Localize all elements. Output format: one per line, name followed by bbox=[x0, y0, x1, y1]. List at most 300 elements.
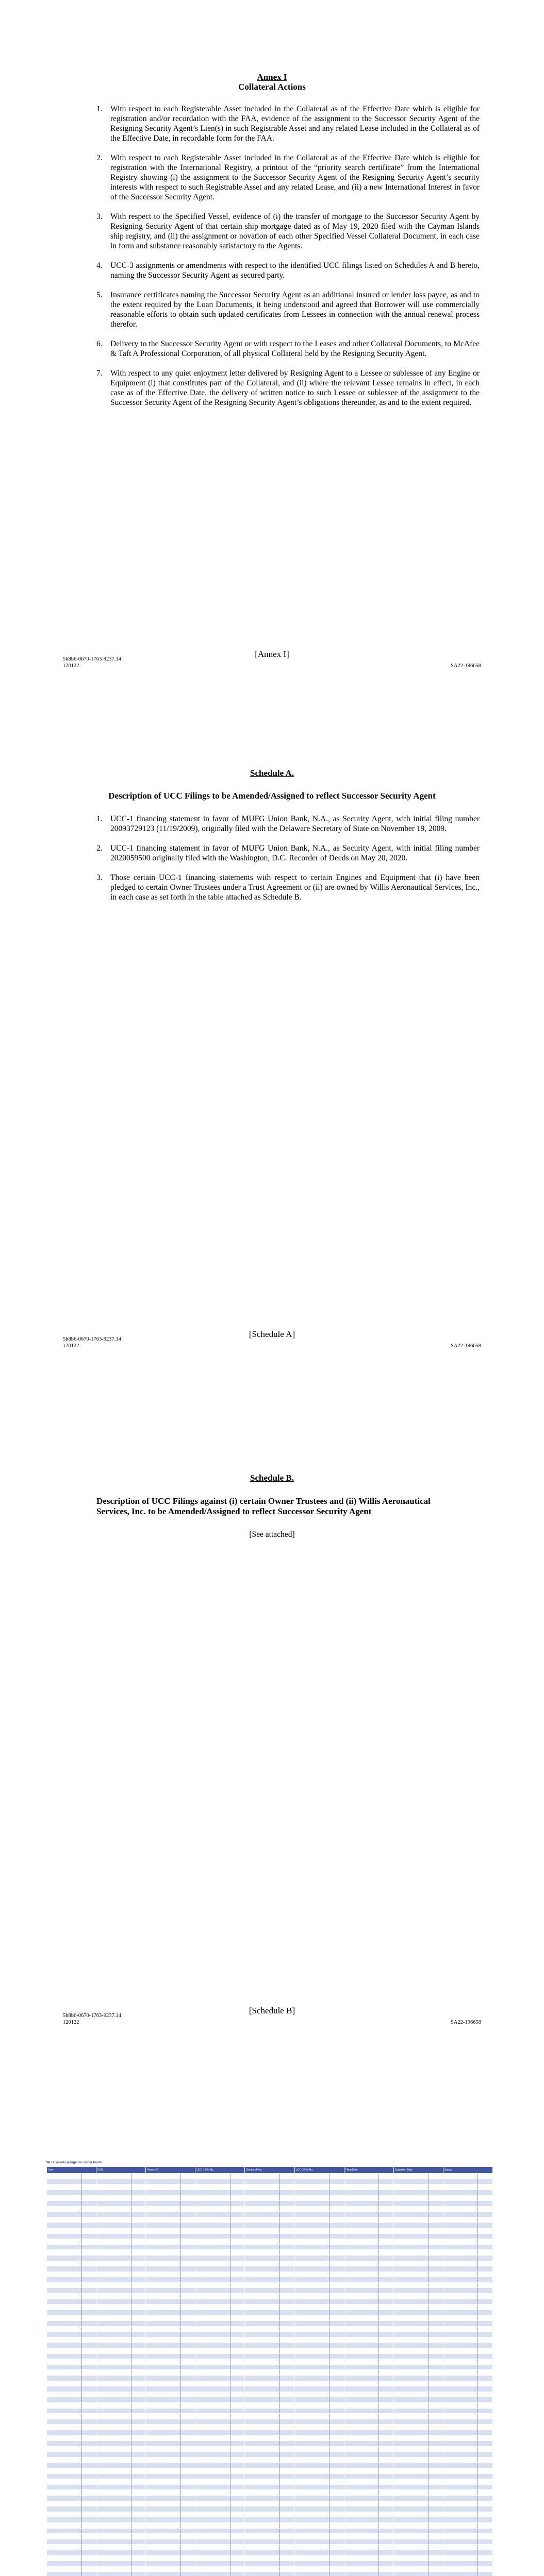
cell-content bbox=[146, 2403, 181, 2408]
cell-content bbox=[443, 2419, 479, 2425]
cell-content bbox=[344, 2354, 380, 2359]
table-cell bbox=[393, 2179, 443, 2184]
cell-content bbox=[443, 2490, 479, 2495]
cell-content bbox=[96, 2392, 131, 2397]
cell-content bbox=[47, 2239, 82, 2244]
cell-content bbox=[344, 2223, 380, 2228]
table-cell bbox=[47, 2299, 96, 2304]
cell-content bbox=[195, 2250, 230, 2255]
table-cell bbox=[344, 2528, 393, 2534]
cell-content bbox=[245, 2370, 280, 2375]
table-cell bbox=[344, 2375, 393, 2381]
table-cell bbox=[294, 2184, 344, 2190]
table-cell bbox=[294, 2528, 344, 2534]
table-cell bbox=[245, 2397, 294, 2403]
table-cell bbox=[294, 2239, 344, 2245]
table-cell bbox=[294, 2506, 344, 2512]
table-cell bbox=[47, 2223, 96, 2228]
table-cell bbox=[443, 2484, 492, 2490]
cell-content bbox=[245, 2463, 280, 2468]
list-item bbox=[96, 368, 480, 408]
cell-content bbox=[195, 2556, 230, 2561]
table-cell bbox=[393, 2282, 443, 2288]
cell-content bbox=[443, 2327, 479, 2332]
table-cell bbox=[146, 2277, 195, 2283]
table-cell bbox=[96, 2353, 146, 2359]
cell-content bbox=[344, 2217, 380, 2223]
table-cell bbox=[47, 2463, 96, 2468]
cell-content bbox=[394, 2458, 429, 2463]
cell-content bbox=[96, 2207, 131, 2212]
cell-content bbox=[96, 2545, 131, 2550]
cell-content bbox=[394, 2419, 429, 2425]
cell-content bbox=[245, 2567, 280, 2572]
cell-content bbox=[394, 2452, 429, 2457]
column-header: UCC-3 File No. bbox=[294, 2167, 344, 2174]
cell-content bbox=[146, 2572, 181, 2576]
cell-content bbox=[245, 2228, 280, 2233]
table-cell bbox=[393, 2294, 443, 2299]
cell-content bbox=[96, 2327, 131, 2332]
table-cell bbox=[195, 2534, 245, 2539]
table-cell bbox=[146, 2523, 195, 2529]
table-cell bbox=[146, 2250, 195, 2256]
table-cell bbox=[146, 2299, 195, 2304]
cell-content bbox=[195, 2332, 230, 2337]
cell-content bbox=[146, 2299, 181, 2304]
table-cell bbox=[344, 2304, 393, 2310]
table-cell bbox=[294, 2299, 344, 2304]
cell-content bbox=[195, 2539, 230, 2545]
cell-content bbox=[394, 2228, 429, 2233]
cell-content bbox=[146, 2223, 181, 2228]
table-cell bbox=[96, 2392, 146, 2397]
cell-content bbox=[96, 2490, 131, 2495]
table-cell bbox=[245, 2190, 294, 2195]
cell-content bbox=[96, 2321, 131, 2326]
cell-content bbox=[245, 2277, 280, 2282]
table-cell bbox=[344, 2484, 393, 2490]
cell-content bbox=[344, 2294, 380, 2299]
table-cell bbox=[344, 2315, 393, 2321]
cell-content bbox=[47, 2545, 82, 2550]
cell-content bbox=[47, 2468, 82, 2473]
table-cell bbox=[443, 2228, 492, 2233]
table-cell bbox=[245, 2174, 294, 2179]
table-cell bbox=[245, 2353, 294, 2359]
cell-content bbox=[344, 2201, 380, 2206]
table-cell bbox=[96, 2479, 146, 2485]
list-item-number: 2. bbox=[96, 154, 103, 162]
table-cell bbox=[294, 2174, 344, 2179]
table-cell bbox=[245, 2523, 294, 2529]
table-cell bbox=[146, 2550, 195, 2555]
cell-content bbox=[195, 2545, 230, 2550]
table-cell bbox=[47, 2337, 96, 2343]
table-cell bbox=[47, 2321, 96, 2327]
table-cell bbox=[344, 2539, 393, 2545]
cell-content bbox=[96, 2376, 131, 2381]
table-cell bbox=[393, 2517, 443, 2523]
table-cell bbox=[146, 2375, 195, 2381]
cell-content bbox=[394, 2572, 429, 2576]
table-cell bbox=[393, 2326, 443, 2332]
cell-content bbox=[394, 2468, 429, 2473]
table-cell bbox=[245, 2212, 294, 2217]
cell-content bbox=[443, 2184, 479, 2190]
cell-content bbox=[96, 2315, 131, 2320]
footer-doc-id: 5b8b6-0670-1763-9237.14 bbox=[63, 2013, 121, 2019]
cell-content bbox=[96, 2430, 131, 2435]
cell-content bbox=[195, 2523, 230, 2528]
table-cell bbox=[443, 2206, 492, 2212]
cell-content bbox=[295, 2523, 330, 2528]
cell-content bbox=[146, 2195, 181, 2200]
cell-content bbox=[443, 2468, 479, 2473]
table-cell bbox=[245, 2179, 294, 2184]
table-cell bbox=[47, 2435, 96, 2441]
cell-content bbox=[344, 2288, 380, 2293]
table-cell bbox=[443, 2184, 492, 2190]
table-cell bbox=[294, 2496, 344, 2501]
table-cell bbox=[146, 2195, 195, 2201]
cell-content bbox=[195, 2381, 230, 2386]
table-cell bbox=[195, 2174, 245, 2179]
table-cell bbox=[294, 2277, 344, 2283]
table-cell bbox=[393, 2190, 443, 2195]
cell-content bbox=[245, 2359, 280, 2364]
table-cell bbox=[344, 2419, 393, 2425]
cell-content bbox=[443, 2512, 479, 2517]
table-cell bbox=[245, 2370, 294, 2376]
table-cell bbox=[344, 2512, 393, 2517]
table-cell bbox=[443, 2364, 492, 2370]
table-cell bbox=[294, 2255, 344, 2261]
cell-content bbox=[47, 2501, 82, 2506]
list-item bbox=[96, 814, 480, 834]
table-cell bbox=[344, 2381, 393, 2386]
table-cell bbox=[443, 2435, 492, 2441]
cell-content bbox=[443, 2207, 479, 2212]
cell-content bbox=[195, 2359, 230, 2364]
cell-content bbox=[443, 2403, 479, 2408]
table-cell bbox=[146, 2545, 195, 2550]
cell-content bbox=[344, 2441, 380, 2446]
cell-content bbox=[295, 2266, 330, 2272]
cell-content bbox=[394, 2277, 429, 2282]
table-cell bbox=[443, 2174, 492, 2179]
cell-content bbox=[146, 2277, 181, 2282]
cell-content bbox=[394, 2217, 429, 2223]
table-cell bbox=[96, 2315, 146, 2321]
cell-content bbox=[443, 2261, 479, 2266]
cell-content bbox=[295, 2452, 330, 2457]
table-cell bbox=[245, 2534, 294, 2539]
cell-content bbox=[394, 2386, 429, 2392]
table-row bbox=[47, 2512, 493, 2517]
cell-content bbox=[195, 2343, 230, 2348]
table-cell bbox=[96, 2332, 146, 2337]
table-cell bbox=[96, 2337, 146, 2343]
cell-content bbox=[394, 2256, 429, 2261]
cell-content bbox=[47, 2310, 82, 2315]
cell-content bbox=[443, 2550, 479, 2555]
cell-content bbox=[344, 2190, 380, 2195]
table-cell bbox=[245, 2244, 294, 2250]
table-cell bbox=[195, 2337, 245, 2343]
cell-content bbox=[344, 2212, 380, 2217]
table-row bbox=[47, 2212, 493, 2217]
table-cell bbox=[146, 2392, 195, 2397]
cell-content bbox=[394, 2310, 429, 2315]
table-cell bbox=[344, 2473, 393, 2479]
cell-content bbox=[195, 2256, 230, 2261]
table-cell bbox=[393, 2555, 443, 2561]
table-cell bbox=[47, 2190, 96, 2195]
cell-content bbox=[394, 2403, 429, 2408]
table-cell bbox=[393, 2348, 443, 2354]
table-cell bbox=[393, 2402, 443, 2408]
cell-content bbox=[195, 2529, 230, 2534]
table-cell bbox=[146, 2239, 195, 2245]
table-cell bbox=[294, 2381, 344, 2386]
cell-content bbox=[47, 2190, 82, 2195]
table-cell bbox=[47, 2370, 96, 2376]
table-cell bbox=[344, 2457, 393, 2463]
table-cell bbox=[47, 2353, 96, 2359]
cell-content bbox=[96, 2343, 131, 2348]
table-row bbox=[47, 2282, 493, 2288]
cell-content bbox=[295, 2392, 330, 2397]
table-cell bbox=[96, 2370, 146, 2376]
cell-content bbox=[443, 2479, 479, 2484]
cell-content bbox=[47, 2572, 82, 2576]
list-item-text: Delivery to the Successor Security Agent or with respect to the Leases and other Collateral Documents, to McAfee & Taft A Professional Corporation, of all physical Collateral held by the Resigning Security Agent. bbox=[110, 340, 480, 358]
cell-content bbox=[96, 2556, 131, 2561]
table-cell bbox=[146, 2353, 195, 2359]
cell-content bbox=[394, 2506, 429, 2512]
cell-content bbox=[443, 2458, 479, 2463]
cell-content bbox=[47, 2184, 82, 2190]
cell-content bbox=[195, 2266, 230, 2272]
table-cell bbox=[245, 2184, 294, 2190]
cell-content bbox=[146, 2212, 181, 2217]
table-cell bbox=[393, 2430, 443, 2435]
table-cell bbox=[47, 2272, 96, 2277]
cell-content bbox=[295, 2572, 330, 2576]
footer-page-label: [Annex I] bbox=[255, 649, 289, 659]
cell-content bbox=[47, 2217, 82, 2223]
cell-content bbox=[245, 2452, 280, 2457]
table-cell bbox=[245, 2435, 294, 2441]
table-cell bbox=[96, 2343, 146, 2348]
cell-content bbox=[295, 2534, 330, 2539]
table-cell bbox=[393, 2353, 443, 2359]
cell-content bbox=[245, 2496, 280, 2501]
table-cell bbox=[195, 2555, 245, 2561]
table-cell bbox=[443, 2386, 492, 2392]
cell-content bbox=[394, 2463, 429, 2468]
cell-content bbox=[344, 2327, 380, 2332]
cell-content bbox=[195, 2354, 230, 2359]
schedule-a-list bbox=[96, 814, 480, 912]
table-cell bbox=[146, 2501, 195, 2506]
cell-content bbox=[295, 2310, 330, 2315]
table-cell bbox=[47, 2359, 96, 2365]
table-cell bbox=[393, 2381, 443, 2386]
table-cell bbox=[47, 2282, 96, 2288]
cell-content bbox=[195, 2245, 230, 2250]
column-header: ESN bbox=[96, 2167, 146, 2174]
table-cell bbox=[393, 2534, 443, 2539]
table-cell bbox=[195, 2288, 245, 2294]
table-cell bbox=[96, 2468, 146, 2474]
cell-content bbox=[146, 2479, 181, 2484]
table-cell bbox=[344, 2200, 393, 2206]
cell-content bbox=[96, 2223, 131, 2228]
cell-content bbox=[245, 2261, 280, 2266]
cell-content bbox=[195, 2234, 230, 2239]
cell-content bbox=[195, 2195, 230, 2200]
table-cell bbox=[393, 2375, 443, 2381]
table-cell bbox=[443, 2441, 492, 2447]
table-cell bbox=[245, 2326, 294, 2332]
table-row bbox=[47, 2523, 493, 2529]
cell-content bbox=[245, 2365, 280, 2370]
cell-content bbox=[146, 2190, 181, 2195]
cell-content bbox=[96, 2266, 131, 2272]
table-cell bbox=[443, 2348, 492, 2354]
table-cell bbox=[146, 2484, 195, 2490]
cell-content bbox=[394, 2207, 429, 2212]
table-cell bbox=[393, 2550, 443, 2555]
table-cell bbox=[195, 2343, 245, 2348]
table-cell bbox=[195, 2479, 245, 2485]
cell-content bbox=[47, 2174, 82, 2179]
cell-content bbox=[245, 2332, 280, 2337]
table-cell bbox=[245, 2282, 294, 2288]
table-cell bbox=[47, 2250, 96, 2256]
table-cell bbox=[146, 2217, 195, 2223]
cell-content bbox=[245, 2386, 280, 2392]
cell-content bbox=[295, 2468, 330, 2473]
table-cell bbox=[96, 2250, 146, 2256]
cell-content bbox=[47, 2479, 82, 2484]
cell-content bbox=[394, 2567, 429, 2572]
table-cell bbox=[344, 2282, 393, 2288]
cell-content bbox=[47, 2550, 82, 2555]
footer-ref: SA22-196658 bbox=[451, 2020, 481, 2025]
cell-content bbox=[295, 2228, 330, 2233]
table-cell bbox=[96, 2463, 146, 2468]
table-cell bbox=[393, 2528, 443, 2534]
cell-content bbox=[245, 2310, 280, 2315]
table-cell bbox=[96, 2223, 146, 2228]
table-cell bbox=[146, 2370, 195, 2376]
cell-content bbox=[443, 2348, 479, 2353]
table-cell bbox=[344, 2501, 393, 2506]
cell-content bbox=[295, 2529, 330, 2534]
table-row bbox=[47, 2441, 493, 2447]
cell-content bbox=[47, 2414, 82, 2419]
cell-content bbox=[443, 2195, 479, 2200]
table-cell bbox=[96, 2545, 146, 2550]
table-cell bbox=[146, 2200, 195, 2206]
cell-content bbox=[146, 2517, 181, 2522]
table-cell bbox=[96, 2446, 146, 2452]
table-cell bbox=[47, 2402, 96, 2408]
cell-content bbox=[295, 2283, 330, 2288]
table-cell bbox=[443, 2555, 492, 2561]
cell-content bbox=[245, 2201, 280, 2206]
cell-content bbox=[47, 2348, 82, 2353]
cell-content bbox=[146, 2315, 181, 2320]
table-cell bbox=[96, 2239, 146, 2245]
table-cell bbox=[294, 2435, 344, 2441]
cell-content bbox=[344, 2174, 380, 2179]
table-cell bbox=[245, 2228, 294, 2233]
table-row bbox=[47, 2452, 493, 2458]
cell-content bbox=[394, 2337, 429, 2343]
table-cell bbox=[146, 2212, 195, 2217]
list-item bbox=[96, 290, 480, 329]
cell-content bbox=[344, 2572, 380, 2576]
table-cell bbox=[443, 2288, 492, 2294]
table-cell bbox=[96, 2572, 146, 2576]
cell-content bbox=[47, 2277, 82, 2282]
table-cell bbox=[393, 2195, 443, 2201]
table-cell bbox=[245, 2200, 294, 2206]
table-cell bbox=[96, 2184, 146, 2190]
cell-content bbox=[245, 2239, 280, 2244]
cell-content bbox=[47, 2354, 82, 2359]
table-cell bbox=[96, 2430, 146, 2435]
cell-content bbox=[344, 2261, 380, 2266]
table-row bbox=[47, 2566, 493, 2572]
table-cell bbox=[146, 2463, 195, 2468]
table-cell bbox=[344, 2266, 393, 2272]
table-cell bbox=[96, 2261, 146, 2266]
table-cell bbox=[443, 2446, 492, 2452]
cell-content bbox=[96, 2239, 131, 2244]
cell-content bbox=[295, 2370, 330, 2375]
cell-content bbox=[443, 2436, 479, 2441]
cell-content bbox=[394, 2304, 429, 2310]
table-cell bbox=[195, 2348, 245, 2354]
cell-content bbox=[96, 2517, 131, 2522]
cell-content bbox=[96, 2245, 131, 2250]
table-cell bbox=[344, 2337, 393, 2343]
table-cell bbox=[146, 2386, 195, 2392]
table-cell bbox=[344, 2255, 393, 2261]
cell-content bbox=[443, 2386, 479, 2392]
cell-content bbox=[245, 2343, 280, 2348]
cell-content bbox=[344, 2381, 380, 2386]
table-cell bbox=[294, 2244, 344, 2250]
cell-content bbox=[47, 2441, 82, 2446]
table-cell bbox=[443, 2397, 492, 2403]
table-cell bbox=[294, 2561, 344, 2567]
table-cell bbox=[245, 2266, 294, 2272]
cell-content bbox=[295, 2458, 330, 2463]
table-cell bbox=[245, 2550, 294, 2555]
table-cell bbox=[294, 2468, 344, 2474]
table-cell bbox=[96, 2386, 146, 2392]
annex-subtitle: Collateral Actions bbox=[238, 82, 306, 92]
table-cell bbox=[443, 2223, 492, 2228]
cell-content bbox=[295, 2239, 330, 2244]
cell-content bbox=[295, 2419, 330, 2425]
